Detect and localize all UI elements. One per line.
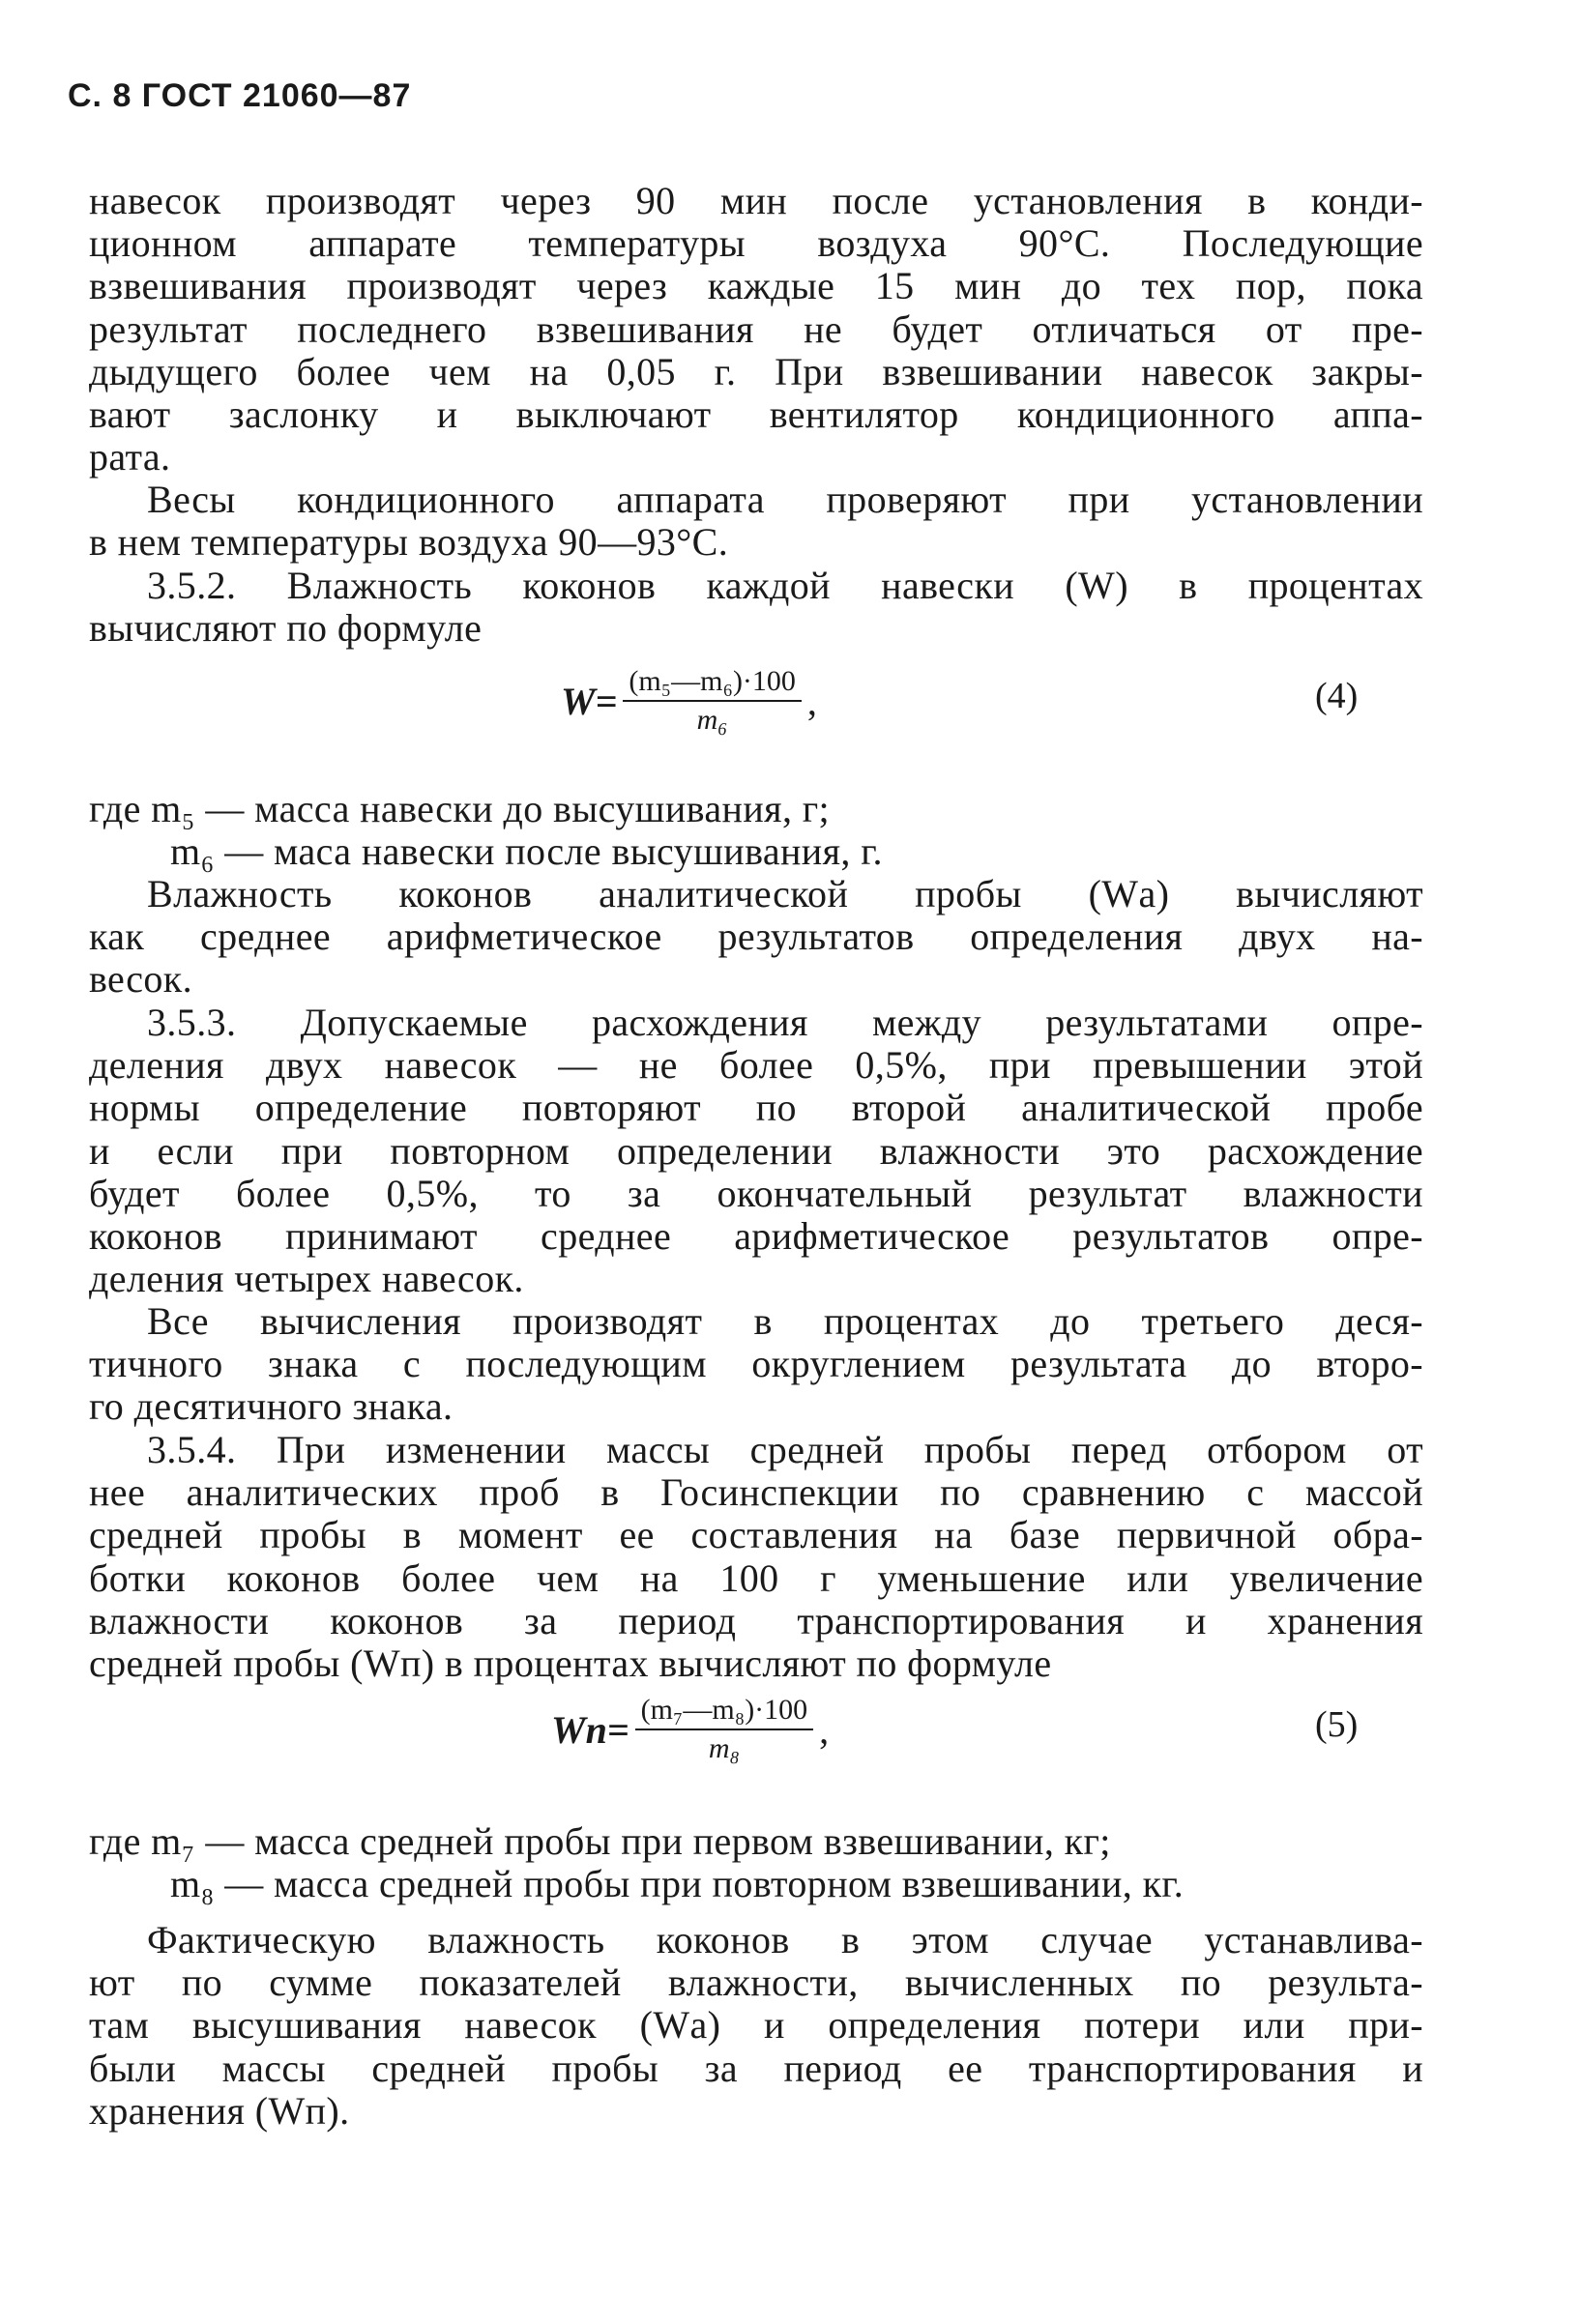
text-line: деления четырех навесок. [89,1257,524,1301]
text-line: тичного знака с последующим округлением результата до второ- [89,1342,1423,1386]
formula-comma: , [806,679,817,723]
text-line: и если при повторном определении влажности это расхождение [89,1128,1423,1173]
text-line: результат последнего взвешивания не будет отличаться от пре- [89,306,1423,351]
text-line: коконов принимают среднее арифметическое результатов опре- [89,1213,1423,1258]
formula-4 [561,665,817,737]
text-line: хранения (Wп). [89,2088,350,2133]
paragraph-analytic-sample [89,873,1423,1002]
paragraph-3-5-4 [89,1429,1423,1685]
formula-5-legend [89,1820,1423,1905]
formula-numerator: (m₇—m₈)·100 [635,1694,814,1730]
paragraph-actual-moisture [89,1919,1423,2133]
formula-lhs: Wп= [551,1707,629,1752]
legend-line: m₈ — масса средней пробы при повторном взвешивании, кг. [170,1862,1185,1906]
text-line: средней пробы (Wп) в процентах вычисляют по формуле [89,1641,1052,1685]
text-line: дыдущего более чем на 0,05 г. При взвешивании навесок закры- [89,349,1423,393]
text-line: средней пробы в момент ее составления на базе первичной обра- [89,1513,1423,1557]
text-line: деления двух навесок — не более 0,5%, при превышении этой [89,1043,1423,1088]
text-line: взвешивания производят через каждые 15 мин до тех пор, пока [89,264,1423,308]
text-line: весок. [89,957,192,1002]
legend-line: где m₅ — масса навески до высушивания, г; [89,787,831,830]
text-line: рата. [89,435,171,479]
text-line: вычисляют по формуле [89,606,483,651]
equation-number: (5) [1315,1704,1359,1745]
text-line: влажности коконов за период транспортирования и хранения [89,1598,1423,1642]
formula-5 [551,1694,829,1765]
text-line: 3.5.2. Влажность коконов каждой навески (W) в процентах [147,564,1423,607]
formula-fraction [635,1694,814,1765]
paragraph-continuation [89,180,1423,479]
text-line: нее аналитических проб в Госинспекции по сравнению с массой [89,1470,1423,1515]
legend-line: m₆ — маса навески после высушивания, г. [170,829,883,874]
text-line: в нем температуры воздуха 90—93°С. [89,520,729,565]
paragraph-3-5-3 [89,1002,1423,1300]
text-line: будет более 0,5%, то за окончательный результат влажности [89,1171,1423,1215]
text-line: Весы кондиционного аппарата проверяют при установлении [147,478,1423,521]
text-line: Фактическую влажность коконов в этом случае устанавлива- [147,1918,1423,1961]
legend-line: где m₇ — масса средней пробы при первом взвешивании, кг; [89,1819,1111,1863]
text-line: там высушивания навесок (Wа) и определения потери или при- [89,2003,1423,2048]
text-line: вают заслонку и выключают вентилятор кондиционного аппа- [89,392,1423,436]
equation-number: (4) [1315,676,1359,716]
text-line: были массы средней пробы за период ее транспортирования и [89,2046,1423,2090]
text-line: го десятичного знака. [89,1384,454,1429]
page-header: С. 8 ГОСТ 21060—87 [68,77,412,114]
text-line: 3.5.3. Допускаемые расхождения между результатами опре- [147,1001,1423,1044]
text-line: ют по сумме показателей влажности, вычисленных по результа- [89,1961,1423,2005]
text-line: нормы определение повторяют по второй аналитической пробе [89,1086,1423,1130]
formula-denominator: m₆ [696,704,728,736]
text-line: 3.5.4. При изменении массы средней пробы перед отбором от [147,1428,1423,1471]
paragraph-calculations [89,1300,1423,1429]
text-line: Влажность коконов аналитической пробы (Wа) вычисляют [147,872,1423,915]
formula-fraction [623,665,802,737]
text-line: ботки коконов более чем на 100 г уменьшение или увеличение [89,1555,1423,1600]
formula-numerator: (m₅—m₆)·100 [623,665,802,702]
paragraph-3-5-2 [89,565,1423,650]
text-line: Все вычисления производят в процентах до третьего деся- [147,1299,1423,1343]
formula-denominator: m₈ [708,1732,740,1764]
text-line: как среднее арифметическое результатов определения двух на- [89,915,1423,959]
formula-comma: , [819,1707,830,1752]
paragraph-scales [89,479,1423,564]
text-line: навесок производят через 90 мин после установления в конди- [89,179,1423,222]
text-line: ционном аппарате температуры воздуха 90°С. Последующие [89,221,1423,266]
formula-4-legend [89,788,1423,873]
formula-lhs: W= [561,679,618,723]
